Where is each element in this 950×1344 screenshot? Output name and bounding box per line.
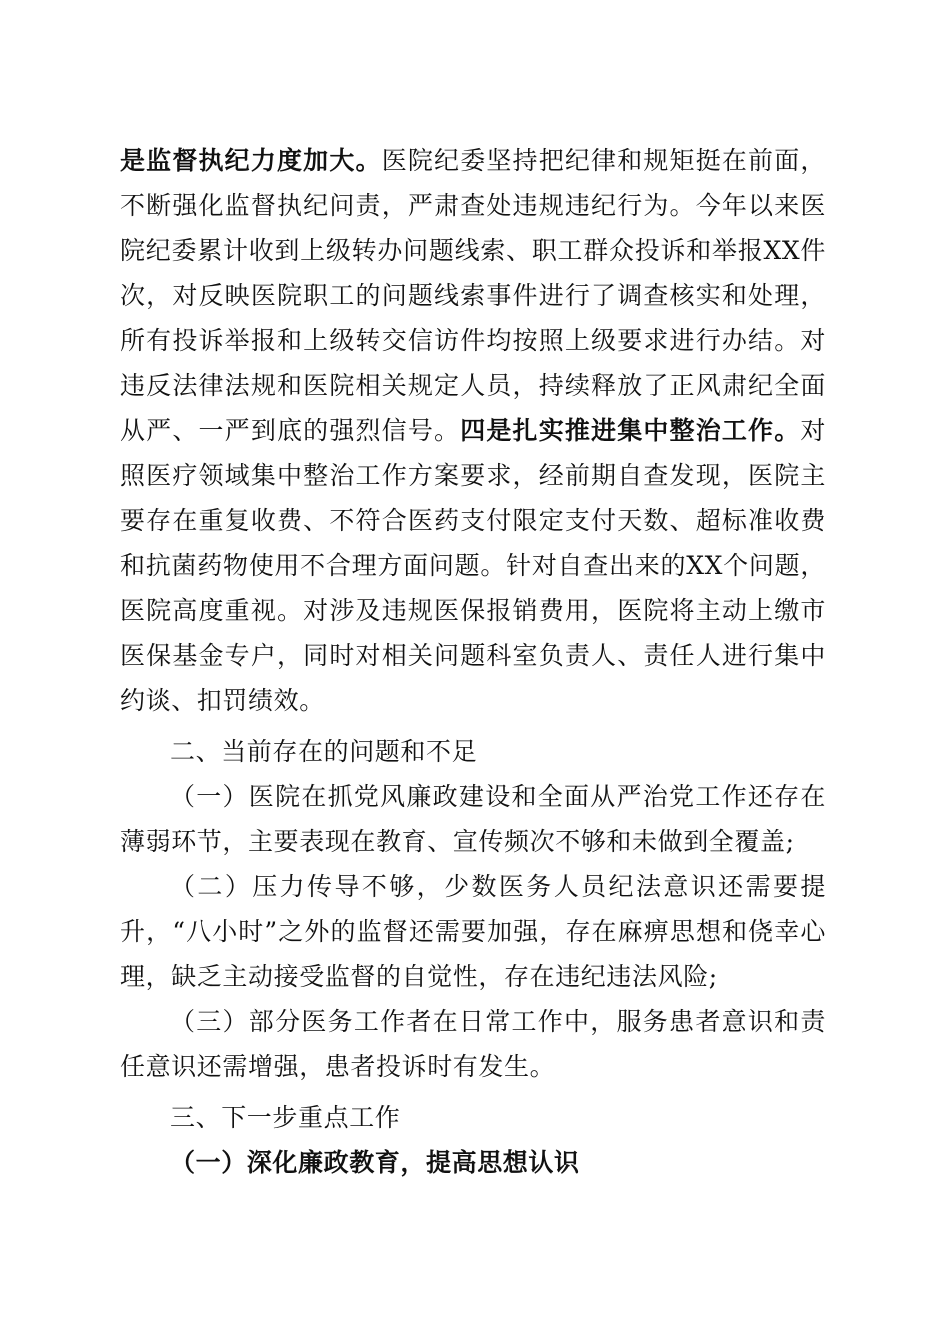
paragraph-supervision — [120, 138, 826, 723]
paragraph-text-rectification: 对照医疗领域集中整治工作方案要求，经前期自查发现，医院主要存在重复收费、不符合医药支付限定支付天数、超标准收费和抗菌药物使用不合理方面问题。针对自查出来的XX个问题，医院高度重视。对涉及违规医保报销费用，医院将主动上缴市医保基金专户，同时对相关问题科室负责人、责任人进行集中约谈、扣罚绩效。 — [120, 416, 826, 715]
problem-item-3: （三）部分医务工作者在日常工作中，服务患者意识和责任意识还需增强，患者投诉时有发生。 — [120, 1007, 826, 1081]
paragraph-text-supervision: 医院纪委坚持把纪律和规矩挺在前面，不断强化监督执纪问责，严肃查处违规违纪行为。今年以来医院纪委累计收到上级转办问题线索、职工群众投诉和举报XX件次，对反映医院职工的问题线索事件进行了调查核实和处理，所有投诉举报和上级转交信访件均按照上级要求进行办结。对违反法律法规和医院相关规定人员，持续释放了正风肃纪全面从严、一严到底的强烈信号。 — [120, 146, 826, 445]
bold-lead-rectification: 四是扎实推进集中整治工作。 — [460, 416, 801, 445]
document-body — [120, 138, 826, 1185]
bold-lead-supervision: 是监督执纪力度加大。 — [120, 146, 382, 175]
section-heading-problems: 二、当前存在的问题和不足 — [170, 737, 478, 766]
section-heading-next-steps: 三、下一步重点工作 — [170, 1103, 401, 1132]
problem-item-1: （一）医院在抓党风廉政建设和全面从严治党工作还存在薄弱环节，主要表现在教育、宣传频次不够和未做到全覆盖; — [120, 782, 826, 856]
subsection-heading-education: （一）深化廉政教育，提高思想认识 — [170, 1148, 580, 1177]
problem-item-2: （二）压力传导不够，少数医务人员纪法意识还需要提升，“八小时”之外的监督还需要加强，存在麻痹思想和侥幸心理，缺乏主动接受监督的自觉性，存在违纪违法风险; — [120, 872, 826, 991]
